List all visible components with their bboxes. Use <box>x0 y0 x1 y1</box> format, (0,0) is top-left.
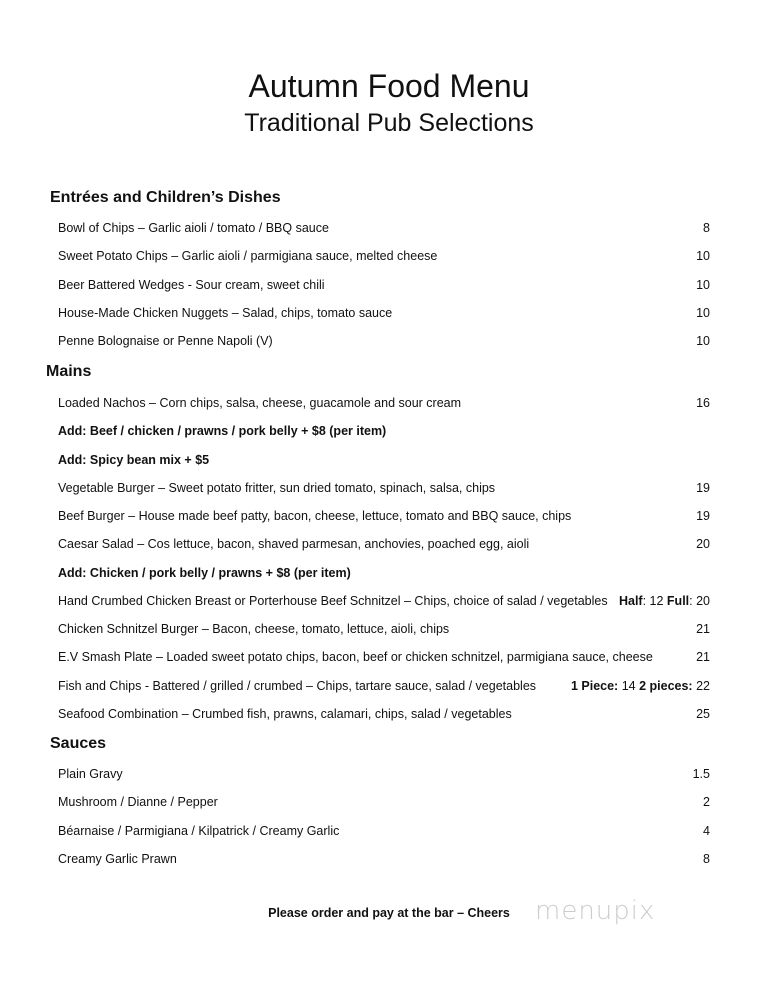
menu-item-price <box>696 615 710 643</box>
menu-item <box>58 559 710 587</box>
price-part: 21 <box>696 622 710 636</box>
menu-item-name: Add: Spicy bean mix + $5 <box>58 452 210 467</box>
menu-item-price <box>696 389 710 417</box>
menu-item-price <box>696 242 710 270</box>
menu-item <box>58 587 710 615</box>
price-part: 2 <box>703 795 710 810</box>
menu-item-name: Bowl of Chips – Garlic aioli / tomato / BBQ sauce <box>58 221 329 235</box>
price-part: 1 Piece: <box>570 678 619 693</box>
menu-item-price <box>696 643 710 671</box>
menu-item-name: Beer Battered Wedges - Sour cream, sweet chili <box>58 277 325 292</box>
price-part: 22 <box>692 678 710 693</box>
menu-item <box>58 788 710 816</box>
price-part: 16 <box>696 396 710 410</box>
menu-item-name: Hand Crumbed Chicken Breast or Porterhouse Beef Schnitzel – Chips, choice of salad / vegetables <box>58 593 608 608</box>
menu-item-name: Loaded Nachos – Corn chips, salsa, cheese, guacamole and sour cream <box>58 396 462 410</box>
menu-item-name: Creamy Garlic Prawn <box>58 851 177 866</box>
menu-item <box>58 530 710 558</box>
menu-item <box>58 672 710 700</box>
watermark-logo: menupix <box>535 896 656 926</box>
menu-item-name: Chicken Schnitzel Burger – Bacon, cheese, tomato, lettuce, aioli, chips <box>58 622 450 636</box>
price-part: 4 <box>703 823 710 838</box>
section-items-mains <box>58 389 710 728</box>
price-part: 10 <box>696 334 710 348</box>
price-part: 2 pieces: <box>639 678 693 693</box>
menu-item-price <box>693 760 710 788</box>
menu-item <box>58 615 710 643</box>
menu-item-price <box>619 587 710 615</box>
menu-item <box>58 643 710 671</box>
price-part: 19 <box>696 509 710 523</box>
menu-title: Autumn Food Menu <box>248 68 530 104</box>
menu-item-price <box>703 788 710 816</box>
menu-item-name: House-Made Chicken Nuggets – Salad, chips, tomato sauce <box>58 305 393 320</box>
price-part: 20 <box>696 537 710 552</box>
menu-item-name: Beef Burger – House made beef patty, bacon, cheese, lettuce, tomato and BBQ sauce, chips <box>58 509 572 523</box>
price-part: 19 <box>696 480 710 495</box>
menu-item <box>58 474 710 502</box>
menu-item-price <box>703 817 710 845</box>
menu-item-name: Mushroom / Dianne / Pepper <box>58 795 218 810</box>
price-part: 8 <box>703 851 710 866</box>
menu-item-price <box>696 327 710 355</box>
menu-item <box>58 327 710 355</box>
price-part: 14 <box>618 678 640 693</box>
price-part: : 20 <box>689 593 710 608</box>
menu-item <box>58 242 710 270</box>
price-part: 21 <box>696 650 710 665</box>
menu-item-price <box>696 502 710 530</box>
menu-item-name: Add: Chicken / pork belly / prawns + $8 (per item) <box>58 565 351 580</box>
menu-item-name: Plain Gravy <box>58 767 123 781</box>
menu-item-price <box>696 299 710 327</box>
menu-item <box>58 389 710 417</box>
price-part: : 12 <box>642 593 667 608</box>
menu-item-name: Penne Bolognaise or Penne Napoli (V) <box>58 334 273 348</box>
menu-item-price <box>696 700 710 728</box>
section-items-entrees <box>58 214 710 355</box>
menu-item-name: Béarnaise / Parmigiana / Kilpatrick / Creamy Garlic <box>58 823 340 838</box>
menu-item <box>58 271 710 299</box>
menu-item-name: Caesar Salad – Cos lettuce, bacon, shaved parmesan, anchovies, poached egg, aioli <box>58 537 530 552</box>
menu-subtitle: Traditional Pub Selections <box>244 109 534 137</box>
menu-item-name: Vegetable Burger – Sweet potato fritter, sun dried tomato, spinach, salsa, chips <box>58 480 496 495</box>
menu-item <box>58 446 710 474</box>
price-part: 10 <box>696 277 710 292</box>
menu-item-price <box>696 474 710 502</box>
menu-item <box>58 845 710 873</box>
menu-item-price <box>703 214 710 242</box>
footer-note: Please order and pay at the bar – Cheers <box>268 906 510 920</box>
menu-item-name: Fish and Chips - Battered / grilled / crumbed – Chips, tartare sauce, salad / vegetables <box>58 678 537 693</box>
price-part: 10 <box>696 305 710 320</box>
menu-item <box>58 502 710 530</box>
menu-item <box>58 299 710 327</box>
menu-item-name: Sweet Potato Chips – Garlic aioli / parmigiana sauce, melted cheese <box>58 249 438 264</box>
menu-item-price <box>571 672 710 700</box>
menu-item <box>58 214 710 242</box>
price-part: 25 <box>696 706 710 721</box>
price-part: 1.5 <box>692 767 710 781</box>
menu-item-price <box>696 530 710 558</box>
menu-item <box>58 817 710 845</box>
menu-item-name: Add: Beef / chicken / prawns / pork belly + $8 (per item) <box>58 424 387 439</box>
menu-item <box>58 700 710 728</box>
price-part: 8 <box>703 221 710 235</box>
menu-item <box>58 760 710 788</box>
menu-item-name: Seafood Combination – Crumbed fish, prawns, calamari, chips, salad / vegetables <box>58 706 512 721</box>
section-heading-sauces: Sauces <box>50 735 107 752</box>
menu-item-price <box>696 271 710 299</box>
section-heading-entrees: Entrées and Children’s Dishes <box>50 189 281 206</box>
menu-item-price <box>703 845 710 873</box>
menu-item-name: E.V Smash Plate – Loaded sweet potato chips, bacon, beef or chicken schnitzel, parmigiana sauce, cheese <box>58 650 653 665</box>
price-part: Half <box>618 593 643 608</box>
section-heading-mains: Mains <box>46 363 92 380</box>
price-part: 10 <box>696 249 710 264</box>
price-part: Full <box>666 593 690 608</box>
section-items-sauces <box>58 760 710 873</box>
menu-item <box>58 417 710 445</box>
